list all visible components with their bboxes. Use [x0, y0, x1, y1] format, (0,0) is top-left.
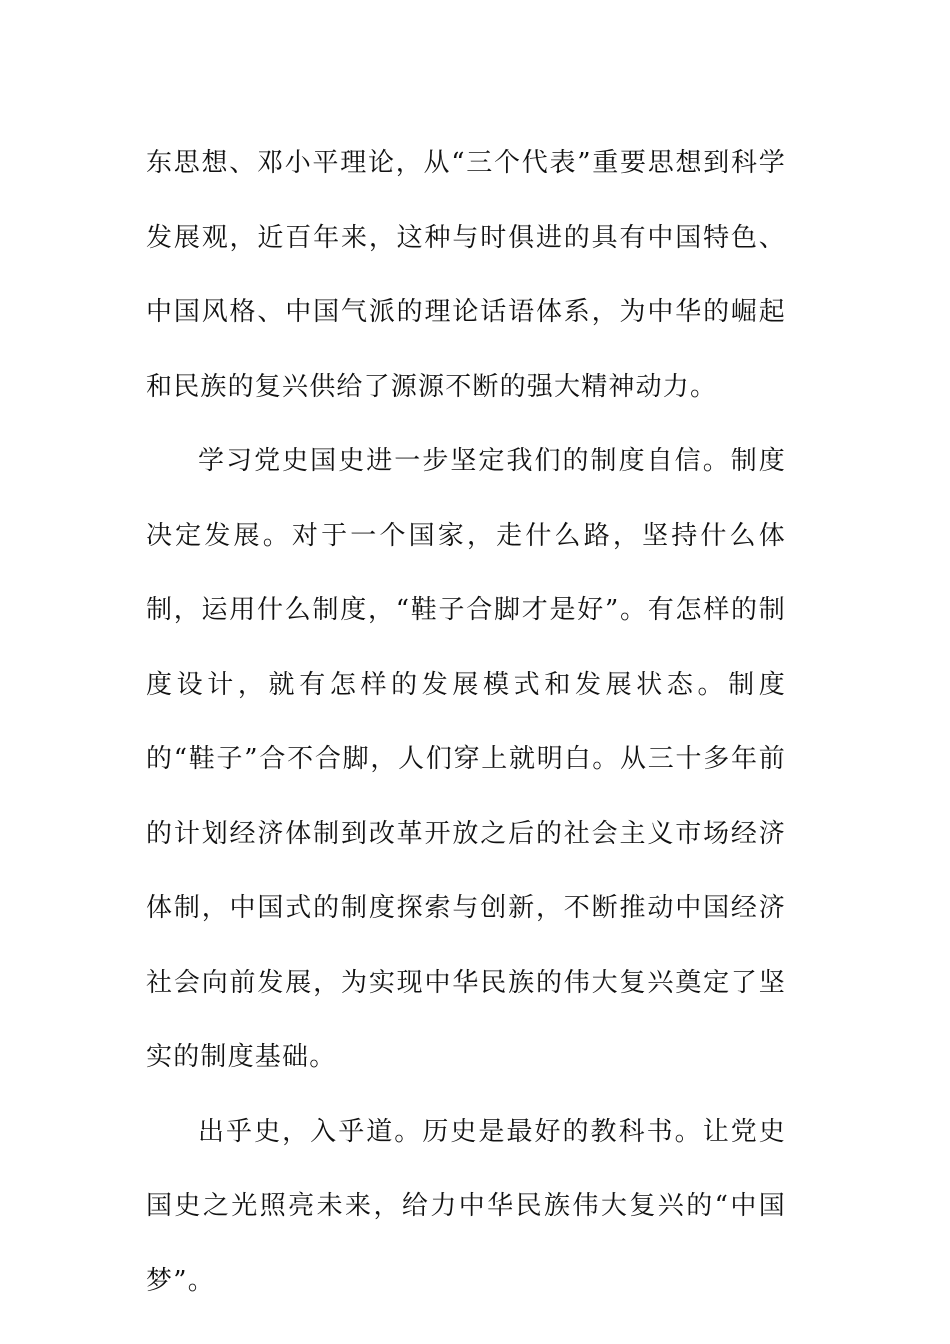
paragraph-conclusion: 出乎史，入乎道。历史是最好的教科书。让党史国史之光照亮未来，给力中华民族伟大复兴的“中国梦”。 — [146, 1116, 786, 1296]
document-body — [146, 126, 786, 1318]
paragraph-institutional-confidence: 学习党史国史进一步坚定我们的制度自信。制度决定发展。对于一个国家，走什么路，坚持什么体制，运用什么制度，“鞋子合脚才是好”。有怎样的制度设计，就有怎样的发展模式和发展状态。制度的“鞋子”合不合脚，人们穿上就明白。从三十多年前的计划经济体制到改革开放之后的社会主义市场经济体制，中国式的制度探索与创新，不断推动中国经济社会向前发展，为实现中华民族的伟大复兴奠定了坚实的制度基础。 — [146, 446, 786, 1072]
paragraph-theory-system: 东思想、邓小平理论，从“三个代表”重要思想到科学发展观，近百年来，这种与时俱进的具有中国特色、中国风格、中国气派的理论话语体系，为中华的崛起和民族的复兴供给了源源不断的强大精神动力。 — [146, 148, 786, 402]
